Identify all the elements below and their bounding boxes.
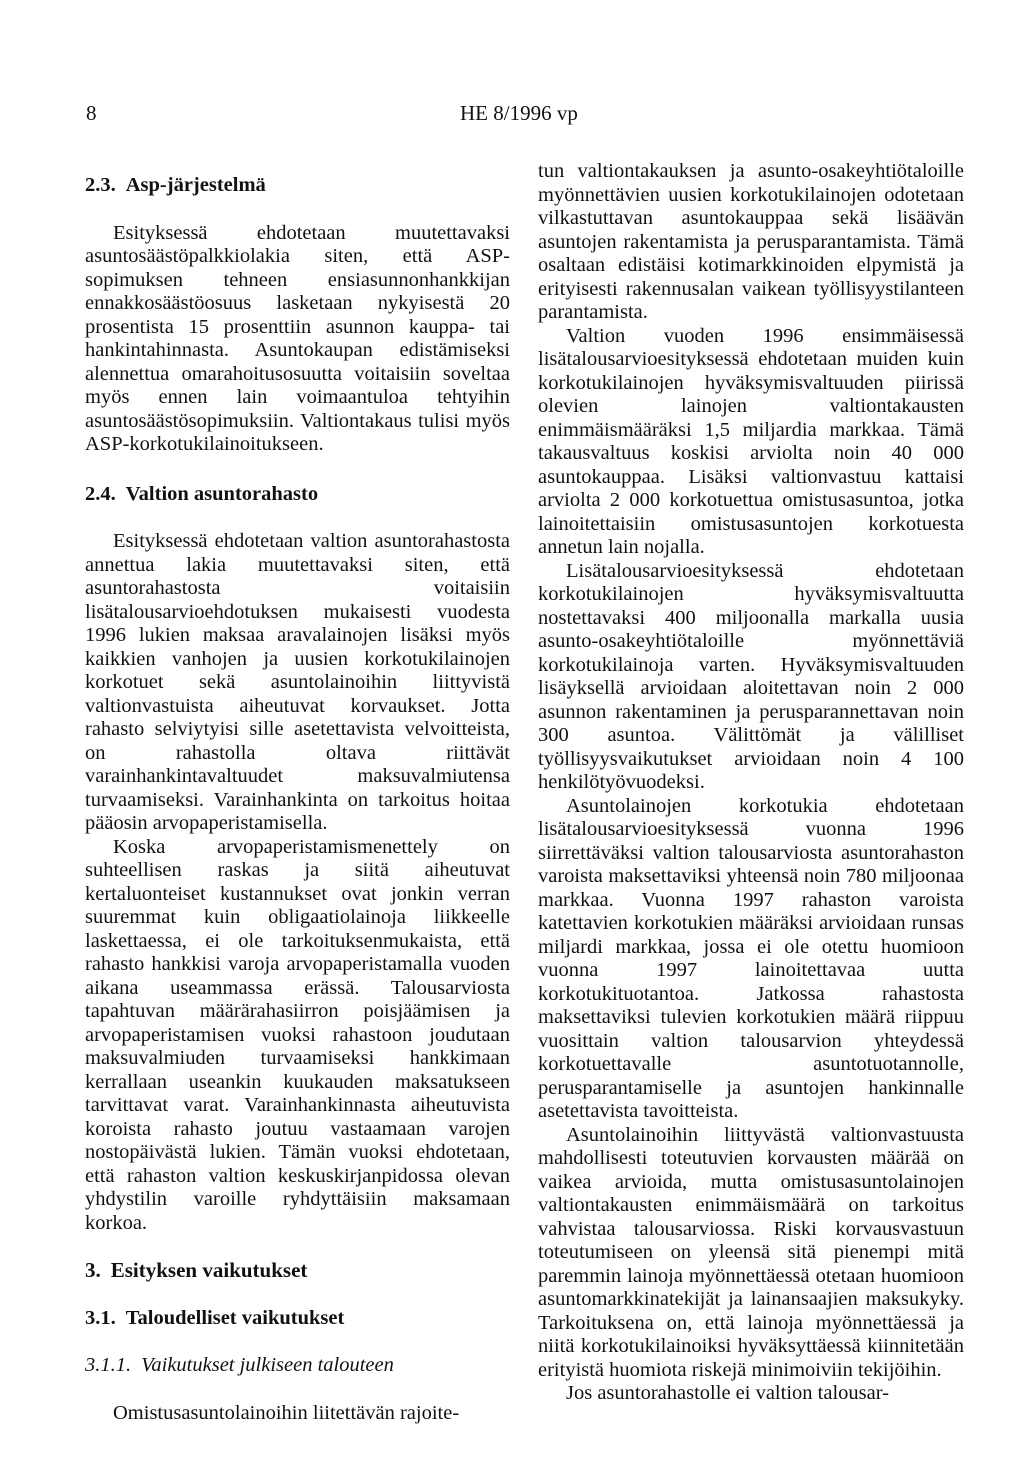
section-title: Asp-järjestelmä bbox=[125, 174, 266, 196]
section-number: 3. bbox=[85, 1258, 101, 1282]
paragraph: Asuntolainoihin liittyvästä valtionvastuusta mahdollisesti toteutuvien korvausten määrää on vaikea arvioida, mutta omistusasuntolainojen valtiontakausten enimmäismäärä on tarkoitus vahvistaa talousarviossa. Riski korvausvastuun toteutumiseen on yleensä sitä pienempi mitä paremmin lainoja myönnettäessä otetaan huomioon asuntomarkkinatekijät ja lainansaajien maksukyky. Tarkoituksena on, että lainoja myönnettäessä ja niitä korkotukilainoiksi hyväksyttäessä kiinnitetään erityistä huomiota riskejä minimoiviin tekijöihin. bbox=[538, 1123, 964, 1381]
paragraph: Jos asuntorahastolle ei valtion talousar- bbox=[566, 1382, 889, 1404]
section-number: 3.1. bbox=[85, 1306, 116, 1329]
section-heading-3-1-1 bbox=[85, 1354, 510, 1378]
right-column bbox=[538, 160, 964, 1406]
paragraph: Koska arvopaperistamismenettely on suhteellisen raskas ja siitä aiheutuvat kertaluonteiset kustannukset ovat jonkin verran suuremmat kuin obligaatiolainoja liikkeelle laskettaessa, ei ole tarkoituksenmukaista, että rahasto hankkisi varoja arvopaperistamalla vuoden aikana useammassa erässä. Talousarviosta tapahtuvan määrärahasiirron poisjäämisen ja arvopaperistamisen vuoksi rahastoon joudutaan maksuvalmiuden turvaamiseksi hankkimaan kerrallaan useankin kuukauden maksatukseen tarvittavat varat. Varainhankinnasta aiheutuvista koroista rahasto joutuu vastaamaan varojen nostopäivästä lukien. Tämän vuoksi ehdotetaan, että rahaston valtion keskuskirjanpidossa olevan yhdystilin varoille ryhdyttäisiin maksamaan korkoa. bbox=[85, 835, 510, 1234]
paragraph: tun valtiontakauksen ja asunto-osakeyhtiötaloille myönnettävien uusien korkotukilainojen odotetaan vilkastuttavan asuntokauppaa sekä lisäävän asuntojen rakentamista ja perusparantamista. Tämä osaltaan edistäisi kotimarkkinoiden elpymistä ja erityisesti rakennusalan vaikean työllisyystilanteen parantamista. bbox=[538, 160, 964, 323]
paragraph: Valtion vuoden 1996 ensimmäisessä lisätalousarvioesityksessä ehdotetaan muiden kuin korkotukilainojen hyväksymisvaltuuden piirissä olevien lainojen valtiontakausten enimmäismääräksi 1,5 miljardia markkaa. Tämä takausvaltuus koskisi arviolta noin 40 000 asuntokauppaa. Lisäksi valtionvastuu kattaisi arviolta 2 000 korkotuettua omistusasuntoa, jotka lainoitettaisiin omistusasuntojen korkotuesta annetun lain nojalla. bbox=[538, 324, 964, 558]
page-number: 8 bbox=[86, 101, 97, 125]
section-title: Taloudelliset vaikutukset bbox=[125, 1306, 345, 1329]
paragraph: Esityksessä ehdotetaan valtion asuntorahastosta annettua lakia muutettavaksi siten, että asuntorahastosta voitaisiin lisätalousarvioehdotuksen mukaisesti vuodesta 1996 lukien maksaa aravalainojen lisäksi myös kaikkien vanhojen ja uusien korkotukilainojen korkotuet sekä asuntolainoihin liittyvistä valtionvastuista aiheutuvat korvaukset. Jotta rahasto selviytyisi sille asetettavista velvoitteista, on rahastolla oltava riittävät varainhankintavaltuudet maksuvalmiutensa turvaamiseksi. Varainhankinta on tarkoitus hoitaa pääosin arvopaperistamisella. bbox=[85, 530, 510, 834]
section-number: 2.4. bbox=[85, 482, 116, 505]
section-heading-3 bbox=[85, 1259, 510, 1283]
section-title: Esityksen vaikutukset bbox=[110, 1258, 308, 1282]
section-title: Valtion asuntorahasto bbox=[125, 482, 319, 505]
section-heading-3-1 bbox=[85, 1307, 510, 1331]
section-title: Vaikutukset julkiseen talouteen bbox=[141, 1354, 394, 1376]
running-header: HE 8/1996 vp bbox=[460, 101, 578, 125]
left-column bbox=[85, 160, 510, 1425]
paragraph: Esityksessä ehdotetaan muutettavaksi asuntosäästöpalkkiolakia siten, että ASP-sopimuksen tehneen ensiasunnonhankkijan ennakkosäästöosuus lasketaan nykyisestä 20 prosentista 15 prosenttiin asunnon kauppa- tai hankintahinnasta. Asuntokaupan edistämiseksi alennettua omarahoitusosuutta voitaisiin soveltaa myös ennen lain voimaantuloa tehtyihin asuntosäästösopimuksiin. Valtiontakaus tulisi myös ASP-korkotukilainoitukseen. bbox=[85, 221, 510, 455]
paragraph: Asuntolainojen korkotukia ehdotetaan lisätalousarvioesityksessä vuonna 1996 siirrettäväksi valtion talousarviosta asuntorahaston varoista maksettaviksi yhteensä noin 780 miljoonaa markkaa. Vuonna 1997 rahaston varoista katettavien korkotukien määräksi arvioidaan runsas miljardi markkaa, jossa ei ole otettu huomioon vuonna 1997 lainoitettavaa uutta korkotukituotantoa. Jatkossa rahastosta maksettaviksi tulevien korkotukien määrä riippuu vuosittain valtion talousarvion yhteydessä korkotuettavalle asuntotuotannolle, perusparantamiselle ja asuntojen hankinnalle asetettavista tavoitteista. bbox=[538, 794, 964, 1122]
section-heading-2-3 bbox=[85, 174, 510, 198]
section-heading-2-4 bbox=[85, 483, 510, 507]
section-number: 3.1.1. bbox=[85, 1354, 132, 1376]
paragraph: Lisätalousarvioesityksessä ehdotetaan korkotukilainojen hyväksymisvaltuutta nostettavaksi 400 miljoonalla markalla uusia asunto-osakeyhtiötaloille myönnettäviä korkotukilainoja varten. Hyväksymisvaltuuden lisäyksellä arvioidaan aloitettavan noin 2 000 asunnon rakentaminen ja perusparannettavan noin 300 asuntoa. Välittömät ja välilliset työllisyysvaikutukset arvioidaan noin 4 100 henkilötyövuodeksi. bbox=[538, 559, 964, 793]
paragraph: Omistusasuntolainoihin liitettävän rajoite- bbox=[113, 1401, 460, 1424]
section-number: 2.3. bbox=[85, 174, 116, 196]
